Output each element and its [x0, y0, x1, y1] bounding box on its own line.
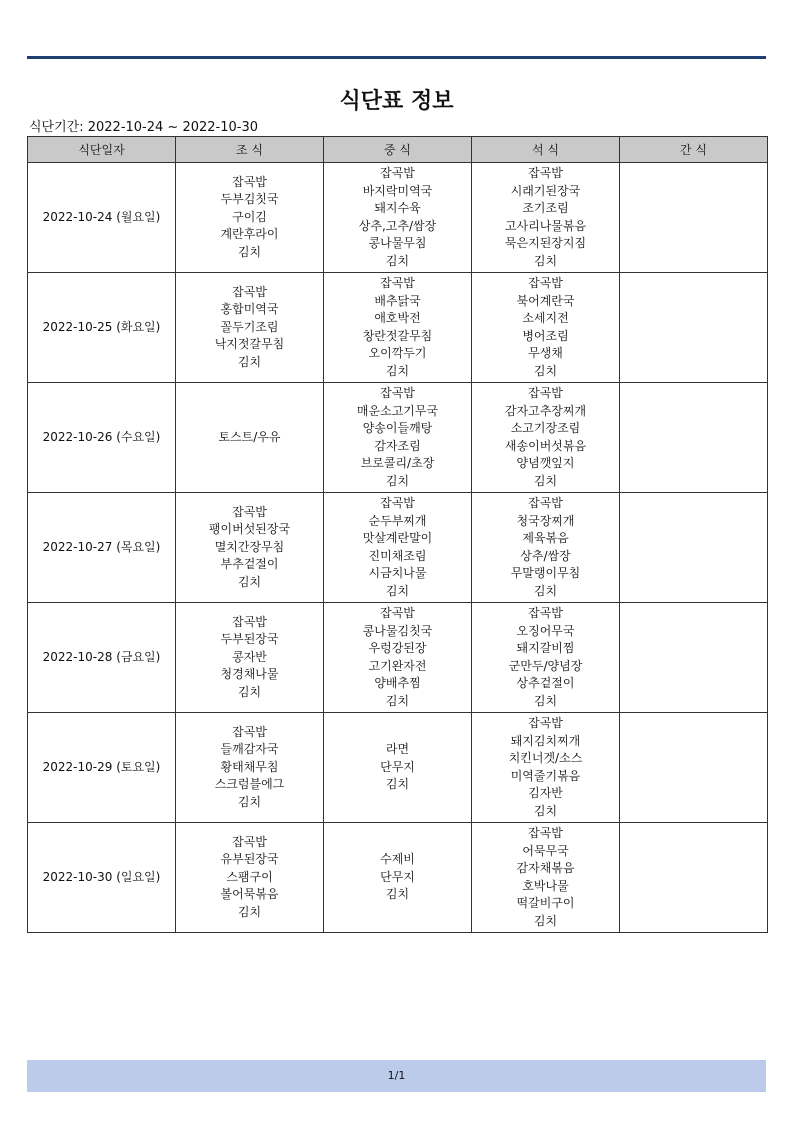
- cell-dinner: [472, 273, 620, 383]
- dinner-item: 병어조림: [522, 328, 569, 343]
- cell-snack: [620, 383, 768, 493]
- cell-dinner: [472, 383, 620, 493]
- lunch-item: 김치: [385, 777, 410, 792]
- cell-lunch: [324, 273, 472, 383]
- header-dinner: 석 식: [472, 137, 620, 163]
- lunch-item: 단무지: [380, 759, 415, 774]
- cell-snack: [620, 823, 768, 933]
- cell-snack: [620, 713, 768, 823]
- dinner-item: 북어계란국: [516, 293, 575, 308]
- table-row: [28, 713, 768, 823]
- cell-dinner: [472, 163, 620, 273]
- dinner-item: 김치: [533, 363, 558, 378]
- table-row: [28, 493, 768, 603]
- lunch-item: 양송이들깨탕: [362, 421, 433, 435]
- dinner-item: 청국장찌개: [516, 513, 575, 528]
- cell-breakfast: [176, 493, 324, 603]
- cell-dinner: [472, 823, 620, 933]
- breakfast-item: 잡곡밥: [232, 284, 267, 299]
- breakfast-item: 스크럼블에그: [214, 777, 285, 792]
- lunch-item: 맛살계란말이: [362, 531, 433, 545]
- breakfast-item: 두부된장국: [220, 632, 279, 647]
- breakfast-item: 멸치간장무침: [214, 539, 285, 554]
- cell-dinner: [472, 713, 620, 823]
- lunch-item: 잡곡밥: [380, 496, 415, 510]
- dinner-item: 치킨너겟/소스: [508, 751, 583, 765]
- dinner-item: 조기조림: [522, 201, 569, 215]
- dinner-item: 잡곡밥: [528, 386, 563, 400]
- menu-period: 식단기간: 2022-10-24 ~ 2022-10-30: [29, 120, 259, 135]
- lunch-item: 잡곡밥: [380, 276, 415, 290]
- lunch-item: 콩나물무침: [368, 236, 427, 250]
- dinner-item: 잡곡밥: [528, 166, 563, 180]
- lunch-item: 김치: [385, 693, 410, 708]
- breakfast-item: 팽이버섯된장국: [208, 522, 291, 537]
- breakfast-item: 두부김칫국: [220, 192, 279, 207]
- cell-lunch: [324, 823, 472, 933]
- lunch-item: 돼지수육: [374, 201, 421, 215]
- meal-table-body: [28, 163, 768, 933]
- dinner-item: 김치: [533, 803, 558, 818]
- breakfast-item: 유부된장국: [220, 852, 279, 867]
- lunch-item: 라면: [385, 742, 410, 757]
- dinner-item: 소세지전: [522, 311, 569, 325]
- meal-date: 2022-10-29 (토요일): [28, 713, 176, 823]
- meal-date: 2022-10-30 (일요일): [28, 823, 176, 933]
- dinner-item: 제육볶음: [522, 531, 569, 545]
- dinner-item: 감자채볶음: [516, 861, 575, 875]
- cell-snack: [620, 493, 768, 603]
- dinner-item: 김치: [533, 913, 558, 928]
- dinner-item: 호박나물: [522, 878, 569, 893]
- breakfast-item: 잡곡밥: [232, 834, 267, 849]
- meal-date: 2022-10-24 (월요일): [28, 163, 176, 273]
- dinner-item: 오징어무국: [516, 623, 575, 638]
- dinner-item: 돼지갈비찜: [516, 641, 575, 655]
- table-row: [28, 383, 768, 493]
- lunch-item: 김치: [385, 583, 410, 598]
- breakfast-item: 볼어묵볶음: [220, 887, 279, 902]
- dinner-item: 새송이버섯볶음: [504, 438, 587, 453]
- page-title: 식단표 정보: [339, 89, 454, 114]
- meal-table: [27, 136, 768, 933]
- breakfast-item: 잡곡밥: [232, 174, 267, 189]
- cell-breakfast: [176, 713, 324, 823]
- dinner-item: 군만두/양념장: [508, 658, 583, 673]
- breakfast-item: 청경채나물: [220, 667, 279, 682]
- dinner-item: 김치: [533, 473, 558, 488]
- table-row: [28, 603, 768, 713]
- lunch-item: 시금치나물: [368, 566, 427, 580]
- breakfast-item: 홍합미역국: [220, 302, 279, 317]
- lunch-item: 수제비: [380, 852, 415, 867]
- top-rule: [27, 56, 766, 59]
- lunch-item: 김치: [385, 887, 410, 902]
- dinner-item: 상추/쌈장: [520, 548, 571, 563]
- table-row: [28, 273, 768, 383]
- breakfast-item: 황태채무침: [220, 759, 279, 774]
- lunch-item: 바지락미역국: [362, 183, 433, 198]
- cell-lunch: [324, 713, 472, 823]
- breakfast-item: 스팸구이: [226, 869, 273, 884]
- dinner-item: 무생채: [528, 346, 563, 360]
- cell-breakfast: [176, 383, 324, 493]
- page-number: 1/1: [387, 1069, 406, 1082]
- lunch-item: 잡곡밥: [380, 606, 415, 620]
- breakfast-item: 김치: [237, 574, 262, 589]
- dinner-item: 김자반: [528, 786, 563, 800]
- lunch-item: 순두부찌개: [368, 513, 427, 528]
- lunch-item: 양배추찜: [374, 676, 421, 690]
- breakfast-item: 김치: [237, 354, 262, 369]
- lunch-item: 우렁강된장: [368, 641, 427, 655]
- cell-dinner: [472, 493, 620, 603]
- lunch-item: 상추,고추/쌈장: [358, 218, 437, 233]
- lunch-item: 콩나물김칫국: [362, 623, 433, 638]
- cell-lunch: [324, 163, 472, 273]
- cell-breakfast: [176, 163, 324, 273]
- table-header-row: [28, 137, 768, 163]
- dinner-item: 김치: [533, 253, 558, 268]
- dinner-item: 떡갈비구이: [516, 896, 575, 910]
- lunch-item: 오이깍두기: [368, 346, 427, 360]
- dinner-item: 무말랭이무침: [510, 566, 581, 580]
- breakfast-item: 토스트/우유: [218, 429, 281, 444]
- dinner-item: 감자고추장찌개: [504, 403, 587, 418]
- dinner-item: 소고기장조림: [510, 421, 581, 435]
- dinner-item: 김치: [533, 693, 558, 708]
- breakfast-item: 낙지젓갈무침: [214, 337, 285, 352]
- table-row: [28, 163, 768, 273]
- breakfast-item: 콩자반: [232, 649, 267, 664]
- lunch-item: 단무지: [380, 869, 415, 884]
- breakfast-item: 구이김: [232, 209, 267, 224]
- lunch-item: 잡곡밥: [380, 386, 415, 400]
- cell-breakfast: [176, 273, 324, 383]
- table-row: [28, 823, 768, 933]
- cell-dinner: [472, 603, 620, 713]
- dinner-item: 잡곡밥: [528, 606, 563, 620]
- dinner-item: 묵은지된장지짐: [504, 236, 587, 250]
- meal-date: 2022-10-26 (수요일): [28, 383, 176, 493]
- breakfast-item: 들깨감자국: [220, 742, 279, 757]
- dinner-item: 잡곡밥: [528, 496, 563, 510]
- lunch-item: 고기완자전: [368, 658, 427, 673]
- dinner-item: 미역줄기볶음: [510, 768, 581, 783]
- dinner-item: 김치: [533, 583, 558, 598]
- lunch-item: 진미채조림: [368, 548, 427, 563]
- breakfast-item: 꼴두기조림: [220, 319, 279, 334]
- dinner-item: 고사리나물볶음: [504, 218, 587, 233]
- lunch-item: 잡곡밥: [380, 166, 415, 180]
- dinner-item: 어묵무국: [522, 843, 569, 858]
- breakfast-item: 잡곡밥: [232, 614, 267, 629]
- lunch-item: 감자조림: [374, 438, 421, 453]
- header-date: 식단일자: [28, 137, 176, 163]
- breakfast-item: 계란후라이: [220, 227, 279, 242]
- lunch-item: 김치: [385, 253, 410, 268]
- dinner-item: 잡곡밥: [528, 276, 563, 290]
- header-breakfast: 조 식: [176, 137, 324, 163]
- breakfast-item: 김치: [237, 794, 262, 809]
- dinner-item: 상추겉절이: [516, 676, 575, 690]
- lunch-item: 김치: [385, 473, 410, 488]
- meal-date: 2022-10-28 (금요일): [28, 603, 176, 713]
- cell-breakfast: [176, 823, 324, 933]
- breakfast-item: 김치: [237, 684, 262, 699]
- lunch-item: 배추닭국: [374, 293, 421, 308]
- lunch-item: 매운소고기무국: [356, 403, 439, 418]
- cell-lunch: [324, 603, 472, 713]
- cell-snack: [620, 163, 768, 273]
- meal-date: 2022-10-27 (목요일): [28, 493, 176, 603]
- lunch-item: 브로콜리/초장: [360, 456, 435, 470]
- cell-breakfast: [176, 603, 324, 713]
- dinner-item: 돼지김치찌개: [510, 733, 581, 748]
- breakfast-item: 부추겉절이: [220, 557, 279, 572]
- breakfast-item: 잡곡밥: [232, 504, 267, 519]
- dinner-item: 잡곡밥: [528, 716, 563, 730]
- cell-snack: [620, 273, 768, 383]
- dinner-item: 양념깻잎지: [516, 456, 575, 470]
- lunch-item: 김치: [385, 363, 410, 378]
- breakfast-item: 잡곡밥: [232, 724, 267, 739]
- footer-bar: [27, 1060, 766, 1092]
- dinner-item: 잡곡밥: [528, 826, 563, 840]
- breakfast-item: 김치: [237, 244, 262, 259]
- meal-date: 2022-10-25 (화요일): [28, 273, 176, 383]
- breakfast-item: 김치: [237, 904, 262, 919]
- cell-lunch: [324, 493, 472, 603]
- header-snack: 간 식: [620, 137, 768, 163]
- dinner-item: 시래기된장국: [510, 183, 581, 198]
- cell-lunch: [324, 383, 472, 493]
- lunch-item: 애호박전: [374, 311, 421, 325]
- cell-snack: [620, 603, 768, 713]
- lunch-item: 창란젓갈무침: [362, 328, 433, 343]
- header-lunch: 중 식: [324, 137, 472, 163]
